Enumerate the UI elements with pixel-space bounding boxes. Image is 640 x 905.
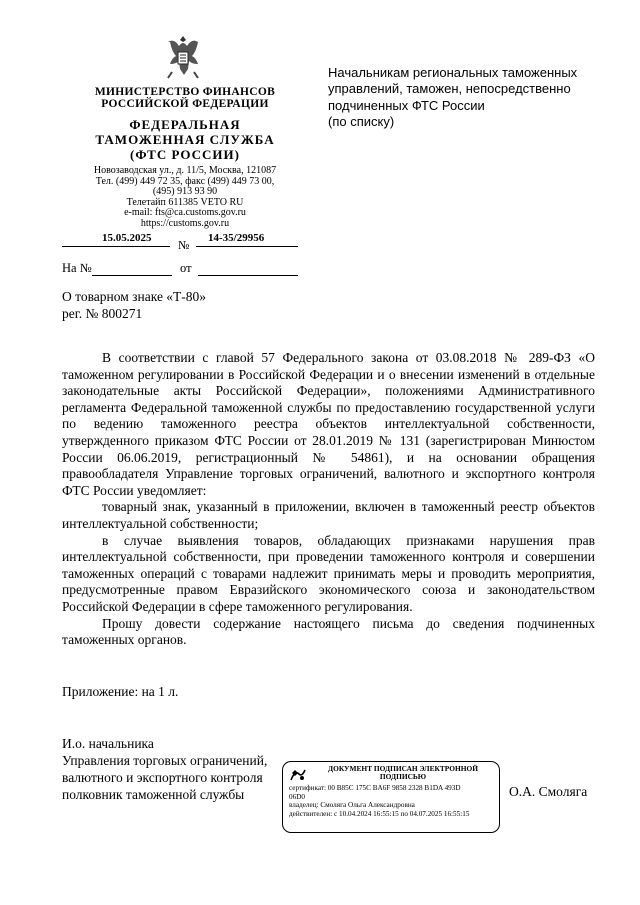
signatory-title-line: И.о. начальника <box>62 736 154 751</box>
addressee-line: управлений, таможен, непосредственно <box>328 81 571 97</box>
double-headed-eagle-emblem-icon <box>160 32 206 82</box>
contact-line: (495) 913 93 90 <box>152 186 218 198</box>
reference-line <box>62 261 302 279</box>
service-line: ФЕДЕРАЛЬНАЯ <box>129 117 241 132</box>
contact-line: Телетайп 611385 VETO RU <box>126 196 244 208</box>
subject-block <box>62 289 322 322</box>
signature-block <box>62 735 292 803</box>
stamp-owner: владелец: Смоляга Ольга Александровна <box>289 801 415 810</box>
stamp-certificate: сертификат: 00 B85C 175C BA6F 9858 2328 B1DA 493D <box>289 783 461 792</box>
attachment-note: Приложение: на 1 л. <box>62 684 179 699</box>
outgoing-date-number <box>62 232 302 254</box>
number-sign: № <box>178 238 190 252</box>
body-paragraph: в случае выявления товаров, обладающих признаками нарушения прав интеллектуальной собственности, при проведении таможенного контроля и совершении таможенных операций с товарами надлежит принимать меры и проводить мероприятия, предусмотренные правом Евразийского экономического союза и законодательством Российской Федерации в сфере таможенного регулирования. <box>62 532 595 614</box>
ministry-name <box>60 86 310 110</box>
stamp-title: ПОДПИСЬЮ <box>379 772 427 782</box>
addressee-line: подчиненных ФТС России <box>328 97 485 113</box>
document-number: 14-35/29956 <box>208 232 265 244</box>
letter-body <box>62 350 595 649</box>
contact-website: https://customs.gov.ru <box>140 217 230 229</box>
contact-line: Тел. (499) 449 72 35, факс (499) 449 73 00, <box>95 175 275 187</box>
signer-name: О.А. Смоляга <box>509 784 588 799</box>
signatory-title-line: валютного и экспортного контроля <box>62 770 263 785</box>
digital-signature-icon <box>289 767 307 783</box>
service-name <box>60 117 310 162</box>
contact-line: Новозаводская ул., д. 11/5, Москва, 121087 <box>93 165 277 176</box>
contact-email: e-mail: fts@ca.customs.gov.ru <box>124 207 246 219</box>
contact-details <box>60 166 310 230</box>
stamp-title: ДОКУМЕНТ ПОДПИСАН ЭЛЕКТРОННОЙ <box>328 764 478 773</box>
service-line: (ФТС РОССИИ) <box>130 147 240 162</box>
reference-number-label: На № <box>62 261 92 275</box>
addressee-line: Начальникам региональных таможенных <box>328 65 578 80</box>
subject-line: О товарном знаке «Т-80» <box>62 289 207 304</box>
body-paragraph: В соответствии с главой 57 Федерального закона от 03.08.2018 № 289-ФЗ «О таможенном регулировании в Российской Федерации и о внесении изменений в отдельные законодательные акты Российской Федерации», положениями Административного регламента Федеральной таможенной службы по предоставлению государственной услуги по ведению таможенного реестра объектов интеллектуальной собственности, утвержденного приказом ФТС России от 28.01.2019 № 131 (зарегистрирован Минюстом России 06.06.2019, регистрационный № 54861), и на основании обращения правообладателя Управление торговых ограничений, валютного и экспортного контроля ФТС России уведомляет: <box>62 350 595 498</box>
stamp-validity: действителен: с 10.04.2024 16:55:15 по 04.07.2025 16:55:15 <box>289 810 470 819</box>
signatory-title-line: Управления торговых ограничений, <box>62 753 268 768</box>
electronic-signature-stamp <box>282 761 500 833</box>
body-paragraph: товарный знак, указанный в приложении, включен в таможенный реестр объектов интеллектуальной собственности; <box>62 499 595 531</box>
subject-line: рег. № 800271 <box>62 305 143 321</box>
signatory-title-line: полковник таможенной службы <box>62 787 245 802</box>
service-line: ТАМОЖЕННАЯ СЛУЖБА <box>95 132 275 147</box>
reference-from-label: от <box>180 261 192 275</box>
addressee-block <box>328 65 618 130</box>
stamp-certificate: 06D0 <box>289 792 305 801</box>
body-paragraph: Прошу довести содержание настоящего письма до сведения подчиненных таможенных органов. <box>62 615 595 648</box>
ministry-line: РОССИЙСКОЙ ФЕДЕРАЦИИ <box>101 98 269 110</box>
addressee-line: (по списку) <box>328 113 395 129</box>
document-date: 15.05.2025 <box>102 232 152 244</box>
ministry-line: МИНИСТЕРСТВО ФИНАНСОВ <box>94 86 276 98</box>
